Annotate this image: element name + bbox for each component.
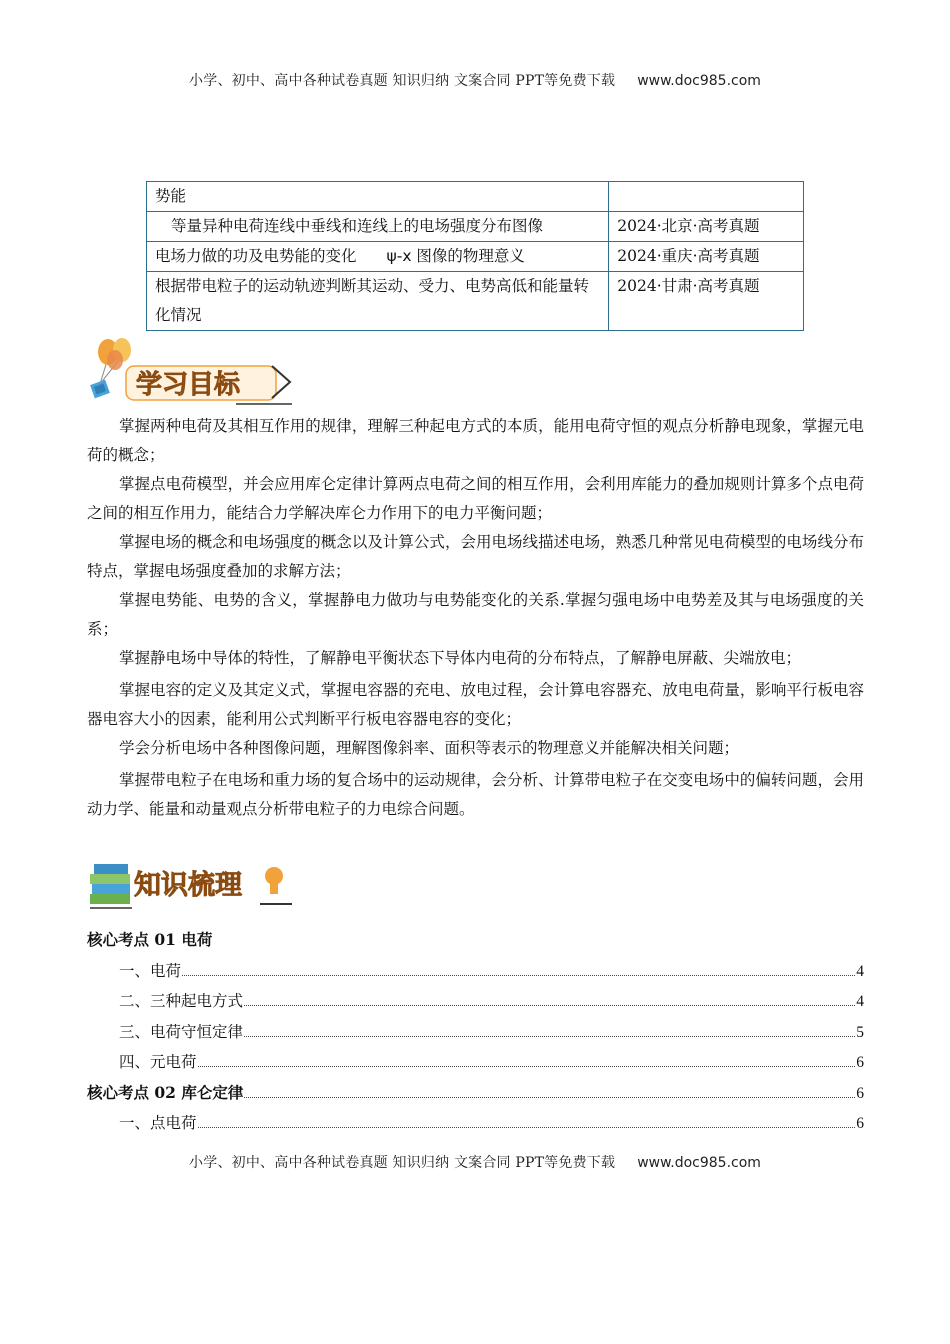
toc-page-number: 6: [856, 1054, 864, 1071]
knowledge-title: 知识梳理: [134, 870, 242, 901]
toc-label: 核心考点 02 库仑定律: [87, 1082, 244, 1102]
objective-item: 掌握电场的概念和电场强度的概念以及计算公式，会用电场线描述电场，熟悉几种常见电荷模型的电场线分布特点，掌握电场强度叠加的求解方法；: [87, 533, 864, 580]
toc-leader: [244, 1004, 855, 1006]
toc-page-number: 6: [856, 1084, 864, 1102]
table-cell-source: 2024·甘肃·高考真题: [609, 272, 804, 331]
toc-entry[interactable]: [87, 986, 864, 1017]
objective-item: 掌握静电场中导体的特性，了解静电平衡状态下导体内电荷的分布特点，了解静电屏蔽、尖端放电；: [119, 649, 802, 667]
objectives-banner: [86, 336, 296, 408]
toc-page-number: 4: [856, 962, 864, 980]
toc-label: 二、三种起电方式: [119, 992, 244, 1010]
table-cell-topic: 根据带电粒子的运动轨迹判断其运动、受力、电势高低和能量转化情况: [147, 272, 609, 331]
toc-label: 三、电荷守恒定律: [119, 1022, 244, 1041]
toc-page-number: 4: [856, 993, 864, 1010]
table-row: [147, 272, 804, 331]
toc-leader: [244, 1096, 855, 1098]
footer-url[interactable]: www.doc985.com: [637, 1155, 761, 1171]
objective-item: 掌握两种电荷及其相互作用的规律，理解三种起电方式的本质，能用电荷守恒的观点分析静电现象，掌握元电荷的概念；: [87, 417, 864, 464]
toc-entry[interactable]: [87, 1047, 864, 1078]
footer-text: 小学、初中、高中各种试卷真题 知识归纳 文案合同 PPT等免费下载: [189, 1155, 616, 1171]
topic-extra-text: ψ-x 图像的物理意义: [386, 247, 525, 265]
toc-label: 一、点电荷: [119, 1114, 197, 1132]
objective-item: 掌握带电粒子在电场和重力场的复合场中的运动规律，会分析、计算带电粒子在交变电场中的偏转问题，会用动力学、能量和动量观点分析带电粒子的力电综合问题。: [87, 771, 864, 818]
books-icon: [88, 850, 298, 914]
topic-text: 电场力做的功及电势能的变化: [155, 247, 357, 265]
table-cell-source: 2024·北京·高考真题: [609, 212, 804, 242]
toc-label: 一、电荷: [119, 961, 182, 980]
table-cell-source: 2024·重庆·高考真题: [609, 242, 804, 272]
toc-entry[interactable]: [87, 1078, 864, 1109]
objective-item: 掌握点电荷模型，并会应用库仑定律计算两点电荷之间的相互作用，会利用库能力的叠加规则计算多个点电荷之间的相互作用力，能结合力学解决库仑力作用下的电力平衡问题；: [87, 475, 864, 522]
balloon-icon: [86, 336, 296, 408]
toc-leader: [198, 1126, 856, 1128]
table-cell-topic: [147, 212, 609, 242]
knowledge-banner: [88, 850, 298, 914]
page-header: [0, 70, 950, 90]
table-cell-topic: [147, 242, 609, 272]
toc-entry[interactable]: [87, 925, 864, 956]
toc-label: 四、元电荷: [119, 1053, 197, 1071]
table-row: [147, 242, 804, 272]
table-row: [147, 182, 804, 212]
table-of-contents: [87, 925, 864, 1139]
table-cell-source: [609, 182, 804, 212]
lightbulb-icon: [260, 867, 292, 904]
toc-leader: [198, 1065, 856, 1067]
header-url[interactable]: www.doc985.com: [637, 73, 761, 89]
toc-page-number: 5: [856, 1023, 864, 1041]
toc-page-number: 6: [856, 1115, 864, 1132]
header-text: 小学、初中、高中各种试卷真题 知识归纳 文案合同 PPT等免费下载: [189, 73, 616, 89]
toc-entry[interactable]: [87, 1108, 864, 1139]
page-footer: [0, 1152, 950, 1172]
objectives-list: [87, 412, 864, 824]
toc-leader: [182, 974, 855, 976]
objective-item: 学会分析电场中各种图像问题，理解图像斜率、面积等表示的物理意义并能解决相关问题；: [119, 739, 740, 757]
toc-leader: [244, 1035, 855, 1037]
exam-table: [146, 181, 804, 331]
table-cell-topic: 势能: [147, 182, 609, 212]
objective-item: 掌握电容的定义及其定义式，掌握电容器的充电、放电过程，会计算电容器充、放电电荷量，影响平行板电容器电容大小的因素，能利用公式判断平行板电容器电容的变化；: [87, 681, 864, 728]
toc-entry[interactable]: [87, 1017, 864, 1048]
topic-text: 等量异种电荷连线中垂线和连线上的电场强度分布图像: [171, 217, 544, 235]
objectives-title: 学习目标: [136, 370, 241, 400]
objective-item: 掌握电势能、电势的含义，掌握静电力做功与电势能变化的关系.掌握匀强电场中电势差及其与电场强度的关系；: [87, 591, 864, 638]
toc-label: 核心考点 01 电荷: [87, 930, 213, 949]
table-row: [147, 212, 804, 242]
toc-entry[interactable]: [87, 956, 864, 987]
